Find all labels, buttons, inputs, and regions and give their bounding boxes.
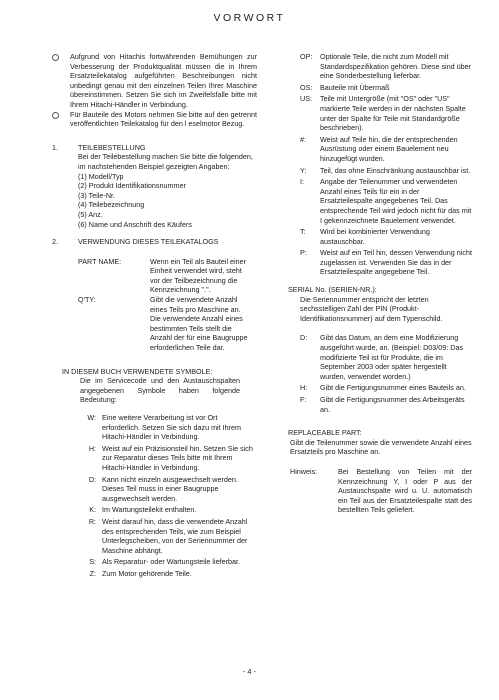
code-row — [300, 83, 472, 93]
code-row — [300, 177, 472, 225]
code-text: Wird bei kombinierter Verwendung austauschbar. — [320, 227, 430, 246]
symbol-text: Zum Motor gehörende Teile. — [102, 568, 192, 578]
symbol-row — [72, 413, 257, 442]
serial-codes — [300, 333, 472, 414]
code-row — [300, 52, 472, 81]
serial-text: Die Seriennummer entspricht der letzten sechsstelligen Zahl der PIN (Produkt-Identifikationsnummer) auf dem Typenschild. — [300, 294, 443, 323]
definition-value: Wenn ein Teil als Bauteil einer Einheit verwendet wird, steht vor der Teilbezeichnung die Kennzeichnung ".". — [150, 256, 247, 295]
replaceable-heading: REPLACEABLE PART: — [288, 428, 362, 438]
symbol-text: Weist auf ein Präzisionsteil hin. Setzen Sie sich zur Reparatur dieses Teils bitte mit Ihrem Hitachi-Händler in Verbindung. — [102, 443, 253, 472]
symbol-text: Im Wartungsteilekit enthalten. — [102, 505, 197, 515]
section-heading: VERWENDUNG DIESES TEILEKATALOGS — [78, 237, 219, 247]
code-text: Gibt die Fertigungsnummer des Arbeitsgeräts an. — [320, 395, 465, 414]
symbol-code: Z: — [89, 568, 96, 578]
code-row — [300, 135, 472, 164]
symbol-row — [72, 557, 257, 567]
code-row — [300, 227, 472, 246]
code-text: Teil, das ohne Einschränkung austauschbar ist. — [320, 165, 471, 175]
symbol-code: K: — [89, 505, 96, 515]
symbol-text: Als Reparatur- oder Wartungsteile lieferbar. — [102, 557, 240, 567]
symbol-text: Kann nicht einzeln ausgewechselt werden. Dieses Teil muss in einer Baugruppe ausgewechselt werden. — [102, 474, 238, 503]
symbol-code: R: — [88, 516, 96, 526]
symbols-heading: IN DIESEM BUCH VERWENDETE SYMBOLE: — [62, 366, 213, 376]
symbols-intro: Die im Servicecode und den Austauschspalten angegebenen Symbole haben folgende Bedeutung: — [80, 376, 240, 405]
symbol-text: Weist darauf hin, dass die verwendete Anzahl des entsprechenden Teils, wie zum Beispiel Unterlegscheiben, von der Seriennummer der Maschine abhängt. — [102, 516, 248, 555]
code-symbol: OP: — [300, 52, 313, 61]
code-symbol: Y: — [300, 165, 307, 175]
code-symbol: US: — [300, 94, 312, 104]
code-text: Gibt die Fertigungsnummer eines Bauteils an. — [320, 383, 466, 393]
symbol-code: W: — [87, 413, 96, 422]
list-item: (6) Name und Anschrift des Käufers — [78, 219, 192, 229]
page-number: - 4 - — [242, 667, 257, 676]
section-1 — [52, 143, 257, 229]
symbol-code: S: — [89, 557, 96, 567]
replaceable-text: Gibt die Teilenummer sowie die verwendete Anzahl eines Ersatzteils pro Maschine an. — [290, 437, 472, 457]
code-symbol: F: — [300, 395, 307, 404]
symbol-row — [72, 517, 257, 555]
section-heading: TEILEBESTELLUNG — [78, 142, 146, 152]
note-text: Aufgrund von Hitachis fortwährenden Bemühungen zur Verbesserung der Produktqualität müssen die in Ihrem Ersatzteilekatalog aufgeführten Beschreibungen nicht unbedingt genau mit den einzelnen Teilen Ihrer Maschine übereinstimmen. Setzen Sie sich im Zweifelsfalle bitte mit Ihrem Hitachi-Händler in Verbindung. — [70, 52, 257, 109]
symbol-row — [72, 569, 257, 579]
list-item: (1) Modell/Typ — [78, 171, 124, 181]
section-intro: Bei der Teilebestellung machen Sie bitte die folgenden, im nachstehenden Beispiel gezeigten Angaben: — [78, 152, 253, 171]
symbol-code: D: — [88, 474, 96, 484]
code-row — [300, 248, 472, 277]
code-text: Angabe der Teilenummer und verwendeten Anzahl eines Teils für ein in der Ersatzteilespalte angegebenes Teil. Das entsprechende Teil wird jedoch nicht für das mit I gekennzeichnete Bauelement verwendet. — [320, 177, 472, 225]
code-symbol: #: — [300, 134, 306, 144]
circle-bullet-icon — [52, 52, 70, 110]
section-2 — [52, 237, 257, 247]
hint-label: Hinweis: — [290, 466, 318, 476]
section-number: 2. — [52, 237, 58, 247]
hint-row — [290, 467, 472, 515]
symbol-list — [52, 413, 257, 579]
list-item: (2) Produkt Identifikationsnummer — [78, 181, 186, 191]
list-item: (5) Anz. — [78, 209, 103, 219]
note-item — [52, 110, 257, 129]
code-text: Optionale Teile, die nicht zum Modell mit Standardspezifikation gehören. Diese sind über eine Sonderbestellung lieferbar. — [320, 52, 472, 81]
code-symbol: P: — [300, 248, 307, 258]
list-item: (3) Teile-Nr. — [78, 190, 116, 200]
circle-bullet-icon — [52, 110, 70, 129]
code-text: Bauteile mit Übermaß — [320, 82, 390, 92]
code-symbol: I: — [300, 177, 304, 187]
definition-key: Q'TY: — [78, 295, 96, 305]
code-symbol: D: — [300, 333, 308, 343]
list-item: (4) Teilebezeichnung — [78, 200, 145, 210]
code-text: Teile mit Untergröße (mit "OS" oder "US" markierte Teile werden in der nächsten Spalte unter der Spalte für Teile mit Standardgröße beschrieben). — [320, 94, 466, 133]
definition-key: PART NAME: — [78, 256, 122, 266]
section-number: 1. — [52, 142, 58, 152]
definition-value: Gibt die verwendete Anzahl eines Teils pro Maschine an. Die verwendete Anzahl eines bestimmten Teils stellt die Anzahl der für eine Baugruppe erforderlichen Teile dar. — [150, 295, 248, 353]
hint-text: Bei Bestellung von Teilen mit der Kennzeichnung Y, I oder P aus der Austauschspalte wird u. U. automatisch ein Teil aus der Ersatzteilespalte statt des bestellten Teils geliefert. — [338, 466, 472, 515]
code-row — [300, 166, 472, 176]
code-symbol: H: — [300, 383, 308, 393]
code-text: Gibt das Datum, an dem eine Modifizierung ausgeführt wurde, an. (Beispiel: D03/09: Das modifizierte Teil ist für Produkte, die im September 2003 oder später hergestellt wurden, verwendet worden.) — [320, 333, 464, 381]
note-text: Für Bauteile des Motors nehmen Sie bitte auf den getrennt veröffentlichten Teilekatalog für den l eselmotor Bezug. — [70, 109, 257, 129]
symbol-row — [72, 505, 257, 515]
definition-row — [52, 295, 257, 353]
code-text: Weist auf Teile hin, die der entsprechenden Ausrüstung oder einem Bauelement neu hinzugefügt wurden. — [320, 134, 458, 163]
code-row — [300, 333, 472, 381]
right-column — [288, 52, 472, 515]
symbol-code: H: — [88, 443, 96, 453]
symbol-row — [72, 444, 257, 473]
code-symbol: T: — [300, 227, 306, 237]
code-row — [300, 395, 472, 414]
note-item — [52, 52, 257, 110]
code-row — [300, 94, 472, 132]
left-column — [52, 52, 257, 579]
symbol-text: Eine weitere Verarbeitung ist vor Ort erforderlich. Setzen Sie sich dazu mit Ihrem Hitachi-Händler in Verbindung. — [102, 413, 242, 442]
definition-row — [52, 257, 257, 295]
code-symbol: OS: — [300, 82, 313, 92]
code-text: Weist auf ein Teil hin, dessen Verwendung nicht zugelassen ist. Verwenden Sie das in der Ersatzteilespalte angegebene Teil. — [320, 248, 472, 277]
serial-heading: SERIAL No. (SERIEN-NR.): — [288, 285, 377, 295]
code-row — [300, 383, 472, 393]
symbol-row — [72, 475, 257, 504]
page-title: VORWORT — [213, 12, 286, 24]
